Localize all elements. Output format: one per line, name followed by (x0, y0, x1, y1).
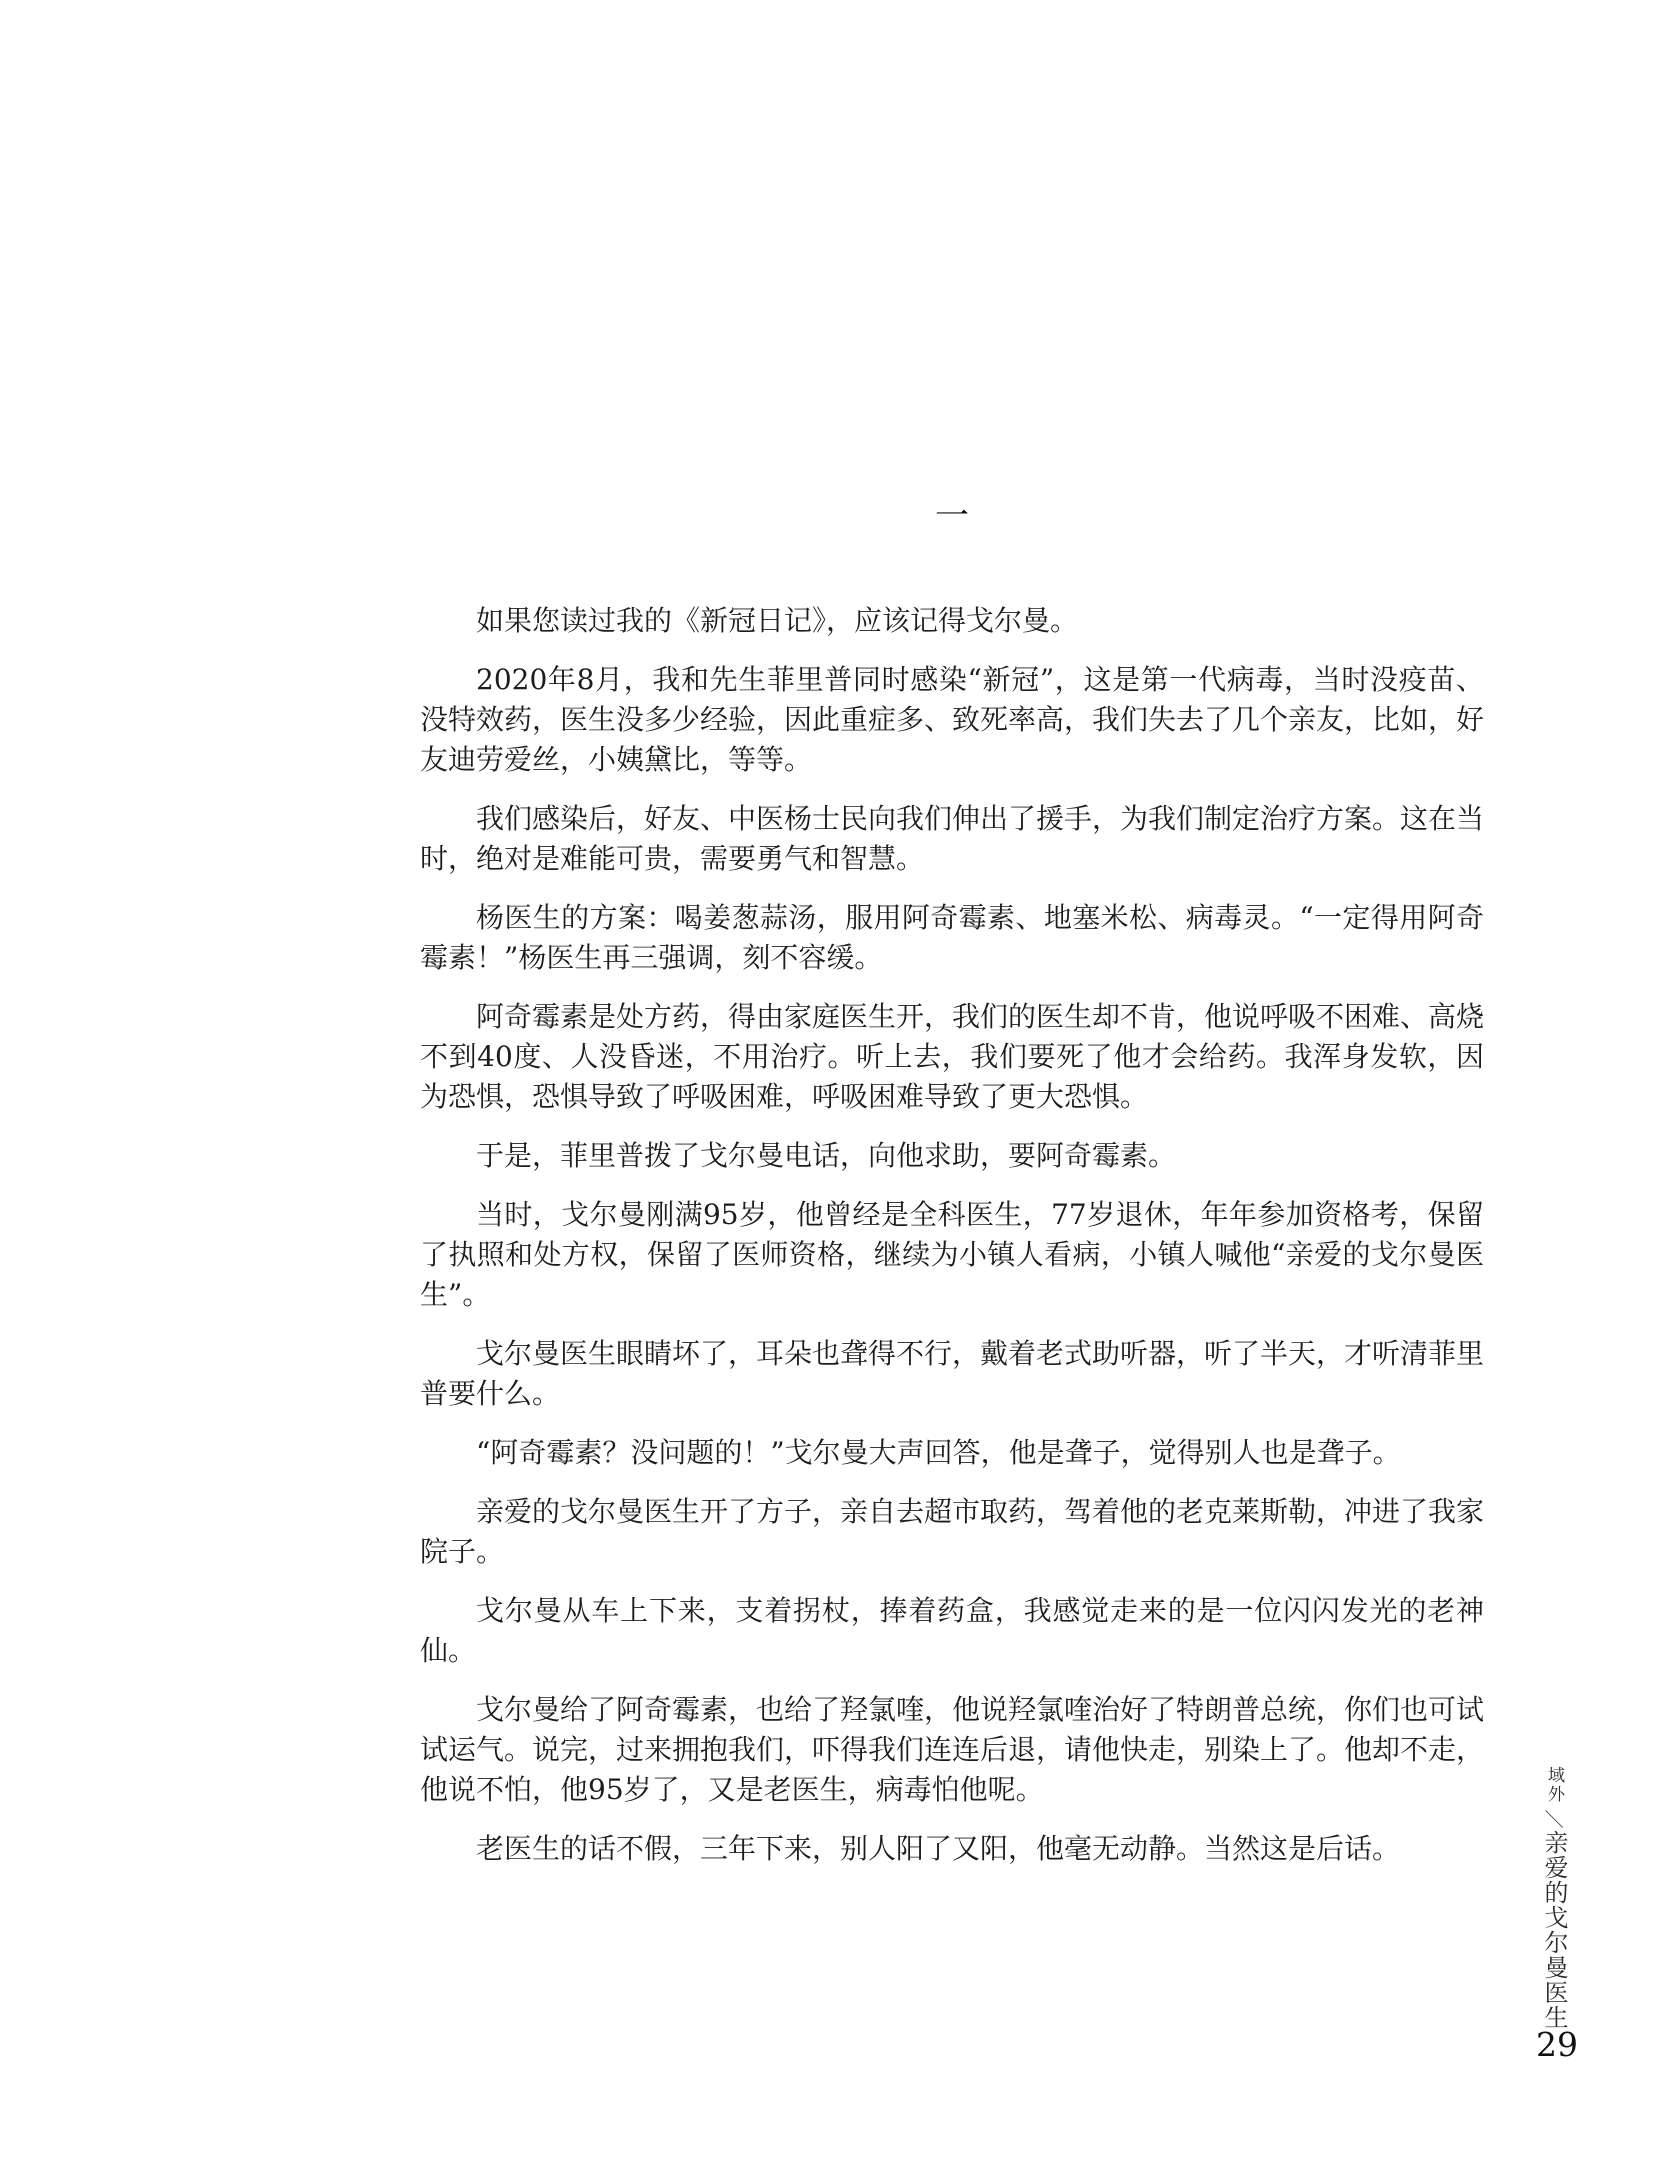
paragraph: 杨医生的方案：喝姜葱蒜汤，服用阿奇霉素、地塞米松、病毒灵。“一定得用阿奇霉素！”杨医生再三强调，刻不容缓。 (420, 901, 1484, 974)
page-number: 29 (1536, 2025, 1578, 2064)
paragraph: 2020年8月，我和先生菲里普同时感染“新冠”，这是第一代病毒，当时没疫苗、没特效药，医生没多少经验，因此重症多、致死率高，我们失去了几个亲友，比如，好友迪劳爱丝，小姨黛比，等等。 (420, 663, 1485, 776)
running-title-sidebar (1541, 1766, 1568, 2030)
paragraph: 老医生的话不假，三年下来，别人阳了又阳，他毫无动静。当然这是后话。 (476, 1832, 1401, 1865)
paragraph: 我们感染后，好友、中医杨士民向我们伸出了援手，为我们制定治疗方案。这在当时，绝对是难能可贵，需要勇气和智慧。 (420, 802, 1485, 875)
sidebar-category-label: 域外 (1544, 1766, 1564, 1804)
slash-separator: ／ (1543, 1806, 1564, 1829)
article-body (420, 601, 1484, 1888)
paragraph: 戈尔曼医生眼睛坏了，耳朵也聋得不行，戴着老式助听器，听了半天，才听清菲里普要什么。 (420, 1337, 1485, 1410)
paragraph: 戈尔曼给了阿奇霉素，也给了羟氯喹，他说羟氯喹治好了特朗普总统，你们也可试试运气。说完，过来拥抱我们，吓得我们连连后退，请他快走，别染上了。他却不走，他说不怕，他95岁了，又是老医生，病毒怕他呢。 (420, 1693, 1485, 1806)
section-number-heading: 一 (935, 496, 969, 536)
sidebar-article-title: 亲爱的戈尔曼医生 (1540, 1830, 1568, 2030)
paragraph: 如果您读过我的《新冠日记》，应该记得戈尔曼。 (476, 604, 1079, 637)
paragraph: 阿奇霉素是处方药，得由家庭医生开，我们的医生却不肯，他说呼吸不困难、高烧不到40度、人没昏迷，不用治疗。听上去，我们要死了他才会给药。我浑身发软，因为恐惧，恐惧导致了呼吸困难，呼吸困难导致了更大恐惧。 (420, 1000, 1485, 1113)
paragraph: 于是，菲里普拨了戈尔曼电话，向他求助，要阿奇霉素。 (476, 1139, 1177, 1172)
paragraph: 戈尔曼从车上下来，支着拐杖，捧着药盒，我感觉走来的是一位闪闪发光的老神仙。 (420, 1594, 1484, 1667)
paragraph: 亲爱的戈尔曼医生开了方子，亲自去超市取药，驾着他的老克莱斯勒，冲进了我家院子。 (420, 1495, 1485, 1568)
paragraph: 当时，戈尔曼刚满95岁，他曾经是全科医生，77岁退休，年年参加资格考，保留了执照和处方权，保留了医师资格，继续为小镇人看病，小镇人喊他“亲爱的戈尔曼医生”。 (420, 1198, 1484, 1311)
paragraph: “阿奇霉素？没问题的！”戈尔曼大声回答，他是聋子，觉得别人也是聋子。 (476, 1436, 1401, 1469)
